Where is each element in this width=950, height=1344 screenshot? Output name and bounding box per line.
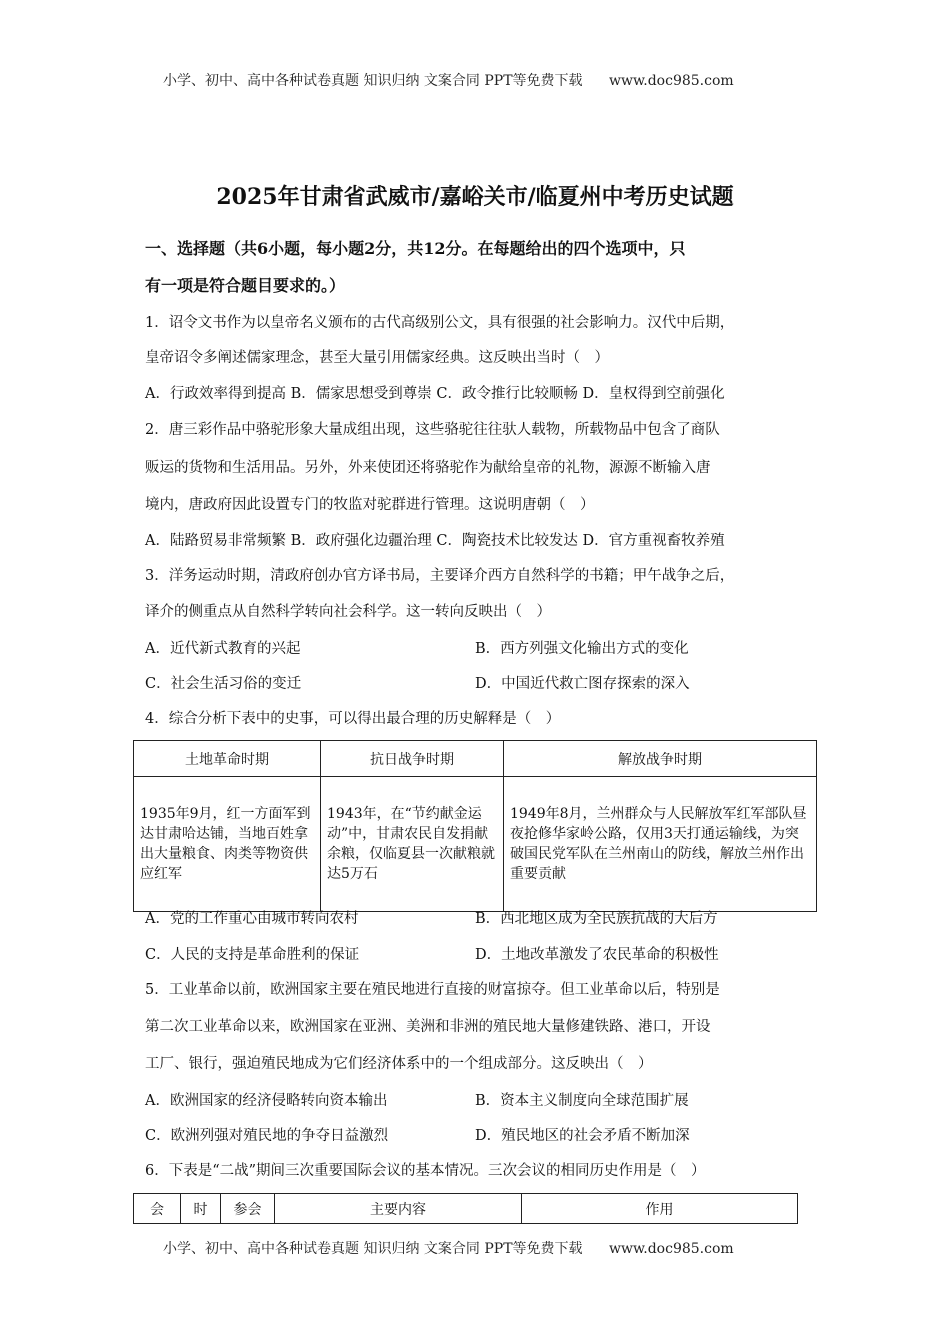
question-4-option-b[interactable]: B．西北地区成为全民族抗战的大后方 [475, 911, 718, 927]
question-1-line2: 皇帝诏令多阐述儒家理念，甚至大量引用儒家经典。这反映出当时（ ） [145, 350, 609, 366]
table-header-cell: 抗日战争时期 [321, 741, 504, 777]
page-title: 2025年甘肃省武威市/嘉峪关市/临夏州中考历史试题 [216, 184, 734, 210]
question-4-option-c[interactable]: C．人民的支持是革命胜利的保证 [145, 947, 360, 963]
footer-banner-text: 小学、初中、高中各种试卷真题 知识归纳 文案合同 PPT等免费下载 [163, 1241, 583, 1257]
question-2-line1: 2．唐三彩作品中骆驼形象大量成组出现，这些骆驼往往驮人载物，所载物品中包含了商队 [145, 422, 720, 438]
table-header-cell: 主要内容 [275, 1194, 522, 1224]
question-6-table [133, 1193, 798, 1224]
question-2-line2: 贩运的货物和生活用品。另外，外来使团还将骆驼作为献给皇帝的礼物，源源不断输入唐 [145, 460, 711, 476]
question-4-line1: 4．综合分析下表中的史事，可以得出最合理的历史解释是（ ） [145, 711, 561, 727]
question-4-table [133, 740, 817, 912]
header-banner [163, 70, 734, 90]
table-cell: 1935年9月，红一方面军到达甘肃哈达铺，当地百姓拿出大量粮食、肉类等物资供应红军 [134, 777, 321, 912]
table-cell: 1949年8月，兰州群众与人民解放军红军部队昼夜抢修华家岭公路，仅用3天打通运输线，为突破国民党军队在兰州南山的防线，解放兰州作出重要贡献 [504, 777, 817, 912]
question-4-option-a[interactable]: A．党的工作重心由城市转向农村 [145, 911, 359, 927]
question-3-option-d[interactable]: D．中国近代救亡图存探索的深入 [475, 676, 690, 692]
question-1-line1: 1．诏令文书作为以皇帝名义颁布的古代高级别公文，具有很强的社会影响力。汉代中后期， [145, 315, 735, 331]
table-cell: 1943年，在“节约献金运动”中，甘肃农民自发捐献余粮，仅临夏县一次献粮就达5万石 [321, 777, 504, 912]
table-header-cell: 时 [181, 1194, 221, 1224]
table-header-cell: 参会 [221, 1194, 275, 1224]
question-3-line1: 3．洋务运动时期，清政府创办官方译书局，主要译介西方自然科学的书籍；甲午战争之后， [145, 568, 735, 584]
question-3-line2: 译介的侧重点从自然科学转向社会科学。这一转向反映出（ ） [145, 604, 551, 620]
question-5-option-d[interactable]: D．殖民地区的社会矛盾不断加深 [475, 1128, 690, 1144]
question-5-option-b[interactable]: B．资本主义制度向全球范围扩展 [475, 1093, 689, 1109]
question-3-option-b[interactable]: B．西方列强文化输出方式的变化 [475, 641, 689, 657]
footer-banner [163, 1238, 734, 1258]
question-5-line3: 工厂、银行，强迫殖民地成为它们经济体系中的一个组成部分。这反映出（ ） [145, 1056, 653, 1072]
question-5-line2: 第二次工业革命以来，欧洲国家在亚洲、美洲和非洲的殖民地大量修建铁路、港口，开设 [145, 1019, 711, 1035]
question-4-option-d[interactable]: D．土地改革激发了农民革命的积极性 [475, 947, 719, 963]
question-1-options[interactable]: A．行政效率得到提高 B．儒家思想受到尊崇 C．政令推行比较顺畅 D．皇权得到空前强化 [145, 386, 725, 402]
question-2-options[interactable]: A．陆路贸易非常频繁 B．政府强化边疆治理 C．陶瓷技术比较发达 D．官方重视畜牧养殖 [145, 533, 725, 549]
header-banner-url[interactable]: www.doc985.com [608, 73, 734, 89]
footer-banner-url[interactable]: www.doc985.com [608, 1241, 734, 1257]
table-header-cell: 土地革命时期 [134, 741, 321, 777]
question-3-option-c[interactable]: C．社会生活习俗的变迁 [145, 676, 302, 692]
section-heading-line2: 有一项是符合题目要求的。） [145, 276, 346, 295]
question-5-line1: 5．工业革命以前，欧洲国家主要在殖民地进行直接的财富掠夺。但工业革命以后，特别是 [145, 982, 720, 998]
table-header-cell: 解放战争时期 [504, 741, 817, 777]
section-heading-line1: 一、选择题（共6小题，每小题2分，共12分。在每题给出的四个选项中，只 [145, 239, 686, 258]
question-5-option-a[interactable]: A．欧洲国家的经济侵略转向资本输出 [145, 1093, 388, 1109]
table-header-cell: 作用 [522, 1194, 798, 1224]
question-6-line1: 6．下表是“二战”期间三次重要国际会议的基本情况。三次会议的相同历史作用是（ ） [145, 1163, 706, 1179]
question-5-option-c[interactable]: C．欧洲列强对殖民地的争夺日益激烈 [145, 1128, 389, 1144]
question-3-option-a[interactable]: A．近代新式教育的兴起 [145, 641, 301, 657]
table-header-cell: 会 [134, 1194, 181, 1224]
header-banner-text: 小学、初中、高中各种试卷真题 知识归纳 文案合同 PPT等免费下载 [163, 73, 583, 89]
question-2-line3: 境内，唐政府因此设置专门的牧监对驼群进行管理。这说明唐朝（ ） [145, 497, 595, 513]
